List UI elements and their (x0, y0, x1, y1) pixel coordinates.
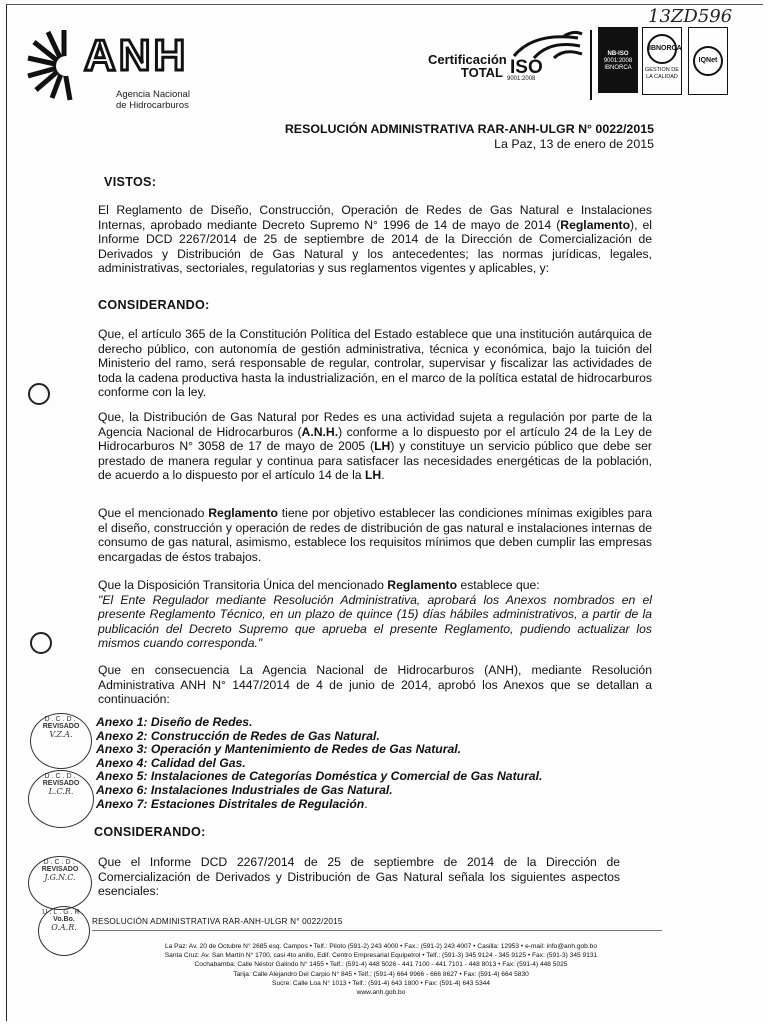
footer-line: Santa Cruz: Av. San Martín N° 1700, casi 4to anillo, Edif. Centro Empresarial Equipetrol • Telf.: (591-3) 345 9124 - 345 9125 • Fax: (591-3) 345 9131 (164, 952, 598, 960)
annex-item: Anexo 2: Construcción de Redes de Gas Natural. (96, 728, 380, 743)
iso-number: 9001:2008 (507, 76, 536, 82)
stamp-signature: J.G.N.C. (44, 873, 76, 882)
paragraph-disposicion-transitoria (98, 578, 652, 651)
hole-punch-mark (28, 383, 50, 405)
paragraph-distribucion (98, 410, 652, 483)
p4-text-b: establece que: (457, 578, 540, 592)
approval-stamp (38, 906, 90, 956)
cert-label-line-2: TOTAL (460, 65, 503, 80)
p2-lh: LH (374, 439, 391, 454)
agency-line-1: Agencia Nacional (116, 89, 190, 100)
ibnorca-line-1: NB-ISO (607, 51, 629, 57)
paragraph-resolucion-1447: Que en consecuencia La Agencia Nacional de Hidrocarburos (ANH), mediante Resolución Administrativa ANH N° 1447/2014 de 4 de junio de 2014, aprobó los Anexos que se detallan a continuación: (98, 663, 652, 707)
stamp-top-text: D.C.D. (44, 716, 78, 723)
stamp-signature: L.C.R. (48, 787, 74, 796)
p3-reglamento: Reglamento (208, 506, 278, 520)
iqnet-circle-icon: IQNet (693, 46, 723, 76)
agency-line-2: de Hidrocarburos (116, 100, 189, 111)
p2-text-c: ) y constituye un servicio público que debe ser prestado de manera regular y continua para satisfacer las necesidades energéticas de la población, de acuerdo a lo dispuesto por el artículo 14 de la (98, 439, 652, 483)
hole-punch-mark (30, 632, 52, 654)
footer-line: La Paz: Av. 20 de Octubre N° 2685 esq. Campos • Telf.: Piloto (591-2) 243 4000 • Fax.: (591-2) 243 4007 • Casilla: 12953 • e-mail: info@anh.gob.bo (164, 943, 598, 950)
stamp-mid-text: REVISADO (42, 723, 80, 730)
certification-badges (596, 24, 756, 100)
paragraph-art-365: Que, el artículo 365 de la Constitución Política del Estado establece que una institución autárquica de derecho público, con autonomía de gestión administrativa, técnica y económica, bajo la tuición del Ministerio del ramo, será responsable de regular, controlar, supervisar y fiscalizar las actividades de toda la cadena productiva hasta la industrialización, en el marco de la política estatal de hidrocarburos conforme con la ley. (98, 327, 652, 400)
annex-item-7-period: . (364, 796, 368, 811)
stamp-mid-text: REVISADO (41, 866, 79, 873)
p2-text-a: Que, la Distribución de Gas Natural por Redes es una actividad sujeta a regulación por parte de la Agencia Nacional de Hidrocarburos ( (98, 410, 652, 439)
vistos-heading: VISTOS: (104, 175, 157, 189)
resolution-title: RESOLUCIÓN ADMINISTRATIVA RAR-ANH-ULGR N° 0022/2015 (284, 122, 654, 136)
p3-text-a: Que el mencionado (98, 506, 209, 520)
stamp-mid-text: REVISADO (42, 780, 80, 787)
stamp-top-text: D.C.D. (43, 859, 77, 866)
anh-logo (24, 22, 224, 111)
footer-line: Tarija: Calle Alejandro Del Carpio N° 845 • Telf.: (591-4) 664 9966 - 666 8627 • Fax: (591-4) 664 5830 (233, 970, 529, 978)
iso-wordmark: ISO (510, 57, 543, 78)
annex-list (96, 716, 542, 811)
review-stamp (28, 856, 92, 910)
stamp-top-text: D.C.D. (44, 773, 78, 780)
ibnorca-line-2: 9001:2008 (603, 58, 633, 64)
p2-anh: A.N.H. (301, 424, 339, 439)
footer-resolution-ref: RESOLUCIÓN ADMINISTRATIVA RAR-ANH-ULGR N° 0022/2015 (92, 917, 343, 926)
transitoria-quote: "El Ente Regulador mediante Resolución Administrativa, aprobará los Anexos nombrados en el presente Reglamento Técnico, en un plazo de quince (15) días hábiles administrativos, a partir de la publicación del Decreto Supremo que aprueba el presente Reglamento, pudiendo actualizar los mismos cuando corresponda." (98, 592, 652, 651)
annex-item: Anexo 3: Operación y Mantenimiento de Redes de Gas Natural. (96, 742, 462, 757)
annex-item: Anexo 4: Calidad del Gas. (96, 755, 246, 770)
ibnorca-quality-badge (642, 27, 682, 95)
certificacion-total-label (428, 52, 507, 80)
p2-text-d: . (381, 468, 385, 483)
annex-item: Anexo 6: Instalaciones Industriales de Gas Natural. (96, 782, 393, 797)
certificacion-total-iso-logo (428, 30, 588, 86)
stamp-signature: O.A.R. (51, 923, 77, 932)
iqnet-badge (688, 27, 728, 95)
footer-addresses (96, 942, 666, 997)
p4-text-a: Que la Disposición Transitoria Única del mencionado (98, 578, 388, 592)
review-stamp (28, 770, 94, 828)
p2-lh-2: LH (364, 468, 382, 483)
stamp-mid-text: Vo.Bo. (53, 916, 75, 923)
stamp-signature: V.Z.A. (49, 730, 73, 739)
considerando-heading: CONSIDERANDO: (98, 298, 210, 312)
vistos-reglamento: Reglamento (560, 217, 631, 232)
review-stamp (30, 713, 92, 769)
ibnorca-quality-caption: GESTION DE LA CALIDAD (645, 67, 679, 80)
considerando-heading-2: CONSIDERANDO: (94, 825, 206, 839)
resolution-date: La Paz, 13 de enero de 2015 (494, 137, 654, 151)
cert-label-line-1: Certificación (428, 52, 507, 67)
p4-reglamento: Reglamento (387, 578, 458, 592)
handwritten-document-id: 13ZD596 (648, 6, 733, 27)
footer-website: www.anh.gob.bo (356, 989, 406, 997)
paragraph-informe-dcd: Que el Informe DCD 2267/2014 de 25 de septiembre de 2014 de la Dirección de Comercialización de Derivados y Distribución de Gas Natural señala los siguientes aspectos esenciales: (98, 855, 620, 899)
annex-item (96, 798, 542, 812)
footer-line: Sucre: Calle Loa N° 1013 • Telf.: (591-4) 643 1800 • Fax: (591-4) 643 5344 (272, 979, 490, 987)
vistos-text-b: ), el Informe DCD 2267/2014 de 25 de septiembre de 2014 de la Dirección de Comercialización de Derivados y Distribución de Gas Natural y los antecedentes; las normas jurídicas, legales, administrativas, sectoriales, regulatorias y sus reglamentos vigentes y aplicables, y: (98, 217, 652, 276)
anh-wordmark: ANH (84, 31, 189, 80)
ibnorca-circle-icon: IBNORCA (647, 34, 677, 64)
footer-line: Cochabamba: Calle Néstor Galindo N° 1455 • Telf.: (591-4) 448 5026 - 441 7100 - 441 7101 - 448 8013 • Fax: (591-4) 448 5025 (194, 961, 568, 969)
p2-text-b: ) conforme a lo dispuesto por el artículo 24 de la Ley de Hidrocarburos N° 3058 de 17 de mayo de 2005 ( (98, 424, 652, 454)
stamp-top-text: U.L.G.R. (42, 909, 86, 916)
annex-item-7-text: Anexo 7: Estaciones Distritales de Regulación (96, 796, 365, 811)
agency-name (116, 89, 190, 111)
annex-item: Anexo 1: Diseño de Redes. (96, 715, 253, 729)
footer-divider (92, 930, 662, 931)
paragraph-reglamento-objetivo (98, 506, 652, 564)
ibnorca-line-3: IBNORCA (604, 65, 632, 71)
p3-text-b: tiene por objetivo establecer las condiciones mínimas exigibles para el diseño, construcción y operación de redes de distribución de gas natural e instalaciones internas de consumo de gas natural, asimismo, establece los requisitos mínimos que deben cumplir las empresas encargadas de éstos trabajos. (98, 506, 652, 564)
header-divider (590, 30, 592, 100)
vistos-paragraph (98, 203, 652, 276)
ibnorca-badge (598, 27, 638, 93)
iso-swirl-icon (504, 30, 584, 60)
vistos-text-a: El Reglamento de Diseño, Construcción, Operación de Redes de Gas Natural e Instalaciones Internas, aprobado mediante Decreto Supremo N° 1996 de 14 de mayo de 2014 ( (98, 203, 652, 232)
annex-item: Anexo 5: Instalaciones de Categorías Doméstica y Comercial de Gas Natural. (96, 769, 543, 784)
